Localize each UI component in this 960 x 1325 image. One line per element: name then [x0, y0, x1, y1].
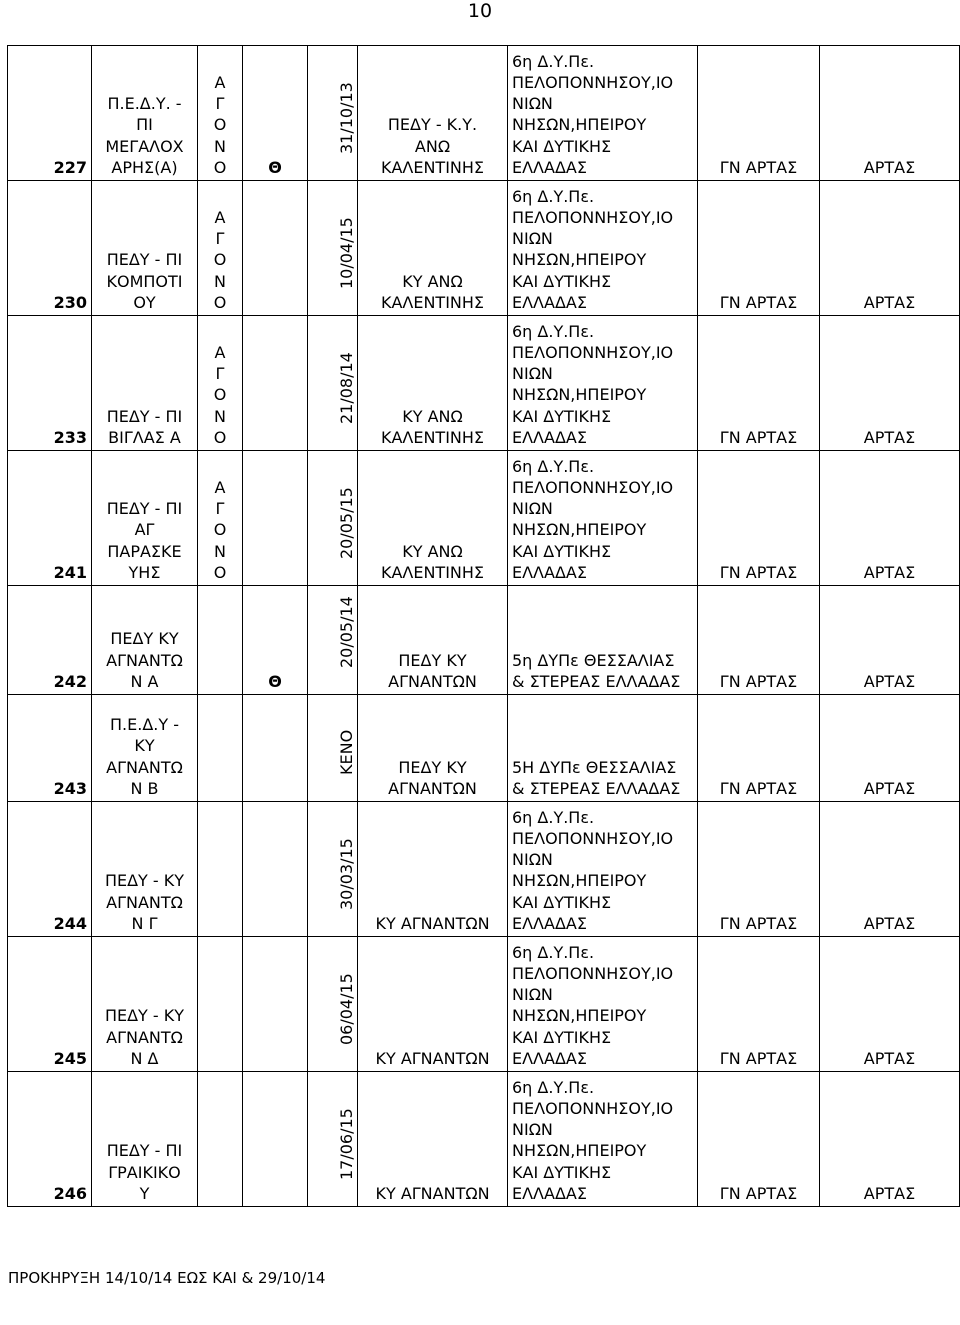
position-category — [243, 937, 308, 1072]
health-region-line: 6η Δ.Υ.Πε. — [512, 456, 595, 476]
health-unit-line: ΠΕΔΥ - Κ.Υ. — [387, 115, 478, 135]
position-name — [92, 802, 198, 937]
row-number: 242 — [8, 586, 92, 695]
health-region-line: ΚΑΙ ΔΥΤΙΚΗΣ — [512, 406, 612, 426]
health-region-line: ΝΗΣΩΝ,ΗΠΕΙΡΟΥ — [512, 1141, 647, 1161]
row-number: 246 — [8, 1072, 92, 1207]
hospital: ΓΝ ΑΡΤΑΣ — [698, 695, 820, 802]
position-name — [92, 586, 198, 695]
health-region-line: ΚΑΙ ΔΥΤΙΚΗΣ — [512, 1162, 612, 1182]
prefecture: ΑΡΤΑΣ — [820, 586, 960, 695]
position-name — [92, 1072, 198, 1207]
health-region-line: 5Η ΔΥΠε ΘΕΣΣΑΛΙΑΣ — [512, 757, 677, 777]
position-name — [92, 695, 198, 802]
position-name-line: ΒΙΓΛΑΣ Α — [108, 427, 181, 447]
vacancy-date: 17/06/15 — [336, 1108, 356, 1180]
position-name-line: Υ — [139, 1183, 150, 1203]
health-region-line: 6η Δ.Υ.Πε. — [512, 186, 595, 206]
table-row — [8, 937, 960, 1072]
page-number: 10 — [467, 0, 493, 22]
position-name-line: ΠΑΡΑΣΚΕ — [107, 541, 182, 561]
health-region-line: ΝΗΣΩΝ,ΗΠΕΙΡΟΥ — [512, 250, 647, 270]
health-region-line: ΕΛΛΑΔΑΣ — [512, 1048, 587, 1068]
health-region-line: ΚΑΙ ΔΥΤΙΚΗΣ — [512, 271, 612, 291]
health-region-line: ΝΗΣΩΝ,ΗΠΕΙΡΟΥ — [512, 115, 647, 135]
health-region — [508, 586, 698, 695]
health-region-line: ΠΕΛΟΠΟΝΝΗΣΟΥ,ΙΟ — [512, 828, 674, 848]
table-row — [8, 46, 960, 181]
health-region-line: ΝΙΩΝ — [512, 1120, 553, 1140]
position-type-line: Ο — [213, 115, 227, 135]
position-type-line: Γ — [215, 94, 225, 114]
health-unit-line: ΚΑΛΕΝΤΙΝΗΣ — [380, 292, 485, 312]
row-number: 233 — [8, 316, 92, 451]
health-region — [508, 1072, 698, 1207]
health-region-line: ΠΕΛΟΠΟΝΝΗΣΟΥ,ΙΟ — [512, 207, 674, 227]
health-unit — [358, 316, 508, 451]
hospital: ΓΝ ΑΡΤΑΣ — [698, 46, 820, 181]
health-region-line: ΝΙΩΝ — [512, 364, 553, 384]
position-type — [198, 316, 243, 451]
health-region-line: ΝΗΣΩΝ,ΗΠΕΙΡΟΥ — [512, 1006, 647, 1026]
health-unit-line: ΑΝΩ — [414, 136, 451, 156]
vacancy-date-cell — [308, 695, 358, 802]
position-name-line: ΠΕΔΥ ΚΥ — [110, 629, 179, 649]
health-region-line: ΝΙΩΝ — [512, 985, 553, 1005]
position-type-line: Ο — [213, 385, 227, 405]
position-name-line: Ν Γ — [131, 913, 158, 933]
position-category — [243, 695, 308, 802]
position-type — [198, 181, 243, 316]
position-name-line: ΑΓΝΑΝΤΩ — [106, 650, 183, 670]
position-name-line: ΠΕΔΥ - ΠΙ — [106, 250, 183, 270]
health-region-line: & ΣΤΕΡΕΑΣ ΕΛΛΑΔΑΣ — [512, 671, 681, 691]
position-type — [198, 695, 243, 802]
position-type — [198, 1072, 243, 1207]
prefecture: ΑΡΤΑΣ — [820, 316, 960, 451]
hospital: ΓΝ ΑΡΤΑΣ — [698, 586, 820, 695]
position-name-line: ΠΙ — [136, 115, 153, 135]
health-unit-line: ΑΓΝΑΝΤΩΝ — [388, 778, 477, 798]
health-region-line: ΝΙΩΝ — [512, 229, 553, 249]
row-number: 227 — [8, 46, 92, 181]
table-row — [8, 1072, 960, 1207]
health-unit-line: ΑΓΝΑΝΤΩΝ — [388, 671, 477, 691]
health-region-line: ΝΗΣΩΝ,ΗΠΕΙΡΟΥ — [512, 871, 647, 891]
vacancy-date-cell — [308, 316, 358, 451]
position-name-line: ΠΕΔΥ - ΠΙ — [106, 1141, 183, 1161]
vacancy-date: ΚΕΝΟ — [336, 729, 356, 775]
health-region-line: ΚΑΙ ΔΥΤΙΚΗΣ — [512, 1027, 612, 1047]
position-name-line: Ν Δ — [130, 1048, 159, 1068]
position-name-line: ΠΕΔΥ - ΚΥ — [104, 1006, 185, 1026]
prefecture: ΑΡΤΑΣ — [820, 695, 960, 802]
hospital: ΓΝ ΑΡΤΑΣ — [698, 316, 820, 451]
position-type-line: Α — [214, 477, 226, 497]
position-type-line: Ο — [213, 157, 227, 177]
position-type-line: Α — [214, 72, 226, 92]
position-name-line: ΑΡΗΣ(Α) — [111, 157, 178, 177]
health-region-line: ΠΕΛΟΠΟΝΝΗΣΟΥ,ΙΟ — [512, 963, 674, 983]
position-category — [243, 316, 308, 451]
table-row — [8, 451, 960, 586]
vacancy-date-cell — [308, 802, 358, 937]
health-region-line: 6η Δ.Υ.Πε. — [512, 942, 595, 962]
table-row — [8, 316, 960, 451]
position-category — [243, 451, 308, 586]
health-unit — [358, 586, 508, 695]
hospital: ΓΝ ΑΡΤΑΣ — [698, 451, 820, 586]
hospital: ΓΝ ΑΡΤΑΣ — [698, 937, 820, 1072]
position-type-line: Α — [214, 342, 226, 362]
position-category — [243, 802, 308, 937]
position-name-line: ΥΗΣ — [128, 562, 161, 582]
health-unit-line: ΚΑΛΕΝΤΙΝΗΣ — [380, 427, 485, 447]
position-type-line: Ν — [214, 406, 226, 426]
position-type-line: Ο — [213, 292, 227, 312]
health-region-line: & ΣΤΕΡΕΑΣ ΕΛΛΑΔΑΣ — [512, 778, 681, 798]
health-unit — [358, 46, 508, 181]
health-region-line: ΕΛΛΑΔΑΣ — [512, 292, 587, 312]
health-unit-line: ΚΥ ΑΓΝΑΝΤΩΝ — [375, 1048, 490, 1068]
row-number: 230 — [8, 181, 92, 316]
health-region — [508, 451, 698, 586]
position-type — [198, 451, 243, 586]
health-region-line: ΕΛΛΑΔΑΣ — [512, 1183, 587, 1203]
health-region-line: ΕΛΛΑΔΑΣ — [512, 157, 587, 177]
position-category: Θ — [243, 46, 308, 181]
health-region-line: ΕΛΛΑΔΑΣ — [512, 913, 587, 933]
health-region-line: 6η Δ.Υ.Πε. — [512, 807, 595, 827]
vacancy-date-cell — [308, 181, 358, 316]
table-row — [8, 586, 960, 695]
health-region — [508, 802, 698, 937]
health-region-line: 6η Δ.Υ.Πε. — [512, 51, 595, 71]
position-name-line: ΠΕΔΥ - ΠΙ — [106, 499, 183, 519]
position-name — [92, 46, 198, 181]
health-unit — [358, 451, 508, 586]
position-name — [92, 937, 198, 1072]
vacancy-date: 30/03/15 — [336, 838, 356, 910]
position-name — [92, 181, 198, 316]
position-name-line: ΓΡΑΙΚΙΚΟ — [108, 1162, 181, 1182]
health-region-line: ΕΛΛΑΔΑΣ — [512, 562, 587, 582]
position-type-line: Ν — [214, 541, 226, 561]
health-region-line: ΠΕΛΟΠΟΝΝΗΣΟΥ,ΙΟ — [512, 1098, 674, 1118]
position-name-line: Ν Β — [130, 778, 159, 798]
vacancy-date-cell — [308, 1072, 358, 1207]
health-region-line: 6η Δ.Υ.Πε. — [512, 1077, 595, 1097]
position-type-line: Ν — [214, 136, 226, 156]
vacancy-date-cell — [308, 937, 358, 1072]
vacancy-date-cell — [308, 586, 358, 695]
vacancy-date: 21/08/14 — [336, 352, 356, 424]
position-name-line: Π.Ε.Δ.Υ. - — [107, 94, 182, 114]
health-unit — [358, 181, 508, 316]
health-unit-line: ΚΑΛΕΝΤΙΝΗΣ — [380, 157, 485, 177]
hospital: ΓΝ ΑΡΤΑΣ — [698, 1072, 820, 1207]
health-region-line: ΠΕΛΟΠΟΝΝΗΣΟΥ,ΙΟ — [512, 477, 674, 497]
position-type-line: Α — [214, 207, 226, 227]
position-name — [92, 316, 198, 451]
position-type-line: Ο — [213, 250, 227, 270]
health-region — [508, 695, 698, 802]
position-type — [198, 46, 243, 181]
health-region-line: 5η ΔΥΠε ΘΕΣΣΑΛΙΑΣ — [512, 650, 675, 670]
health-unit-line: ΚΥ ΑΝΩ — [402, 406, 463, 426]
footer-note: ΠΡΟΚΗΡΥΞΗ 14/10/14 ΕΩΣ ΚΑΙ & 29/10/14 — [8, 1269, 326, 1287]
position-type — [198, 586, 243, 695]
health-region — [508, 181, 698, 316]
health-unit-line: ΚΥ ΑΝΩ — [402, 541, 463, 561]
position-name-line: ΚΥ — [134, 736, 155, 756]
vacancy-date: 31/10/13 — [336, 82, 356, 154]
health-unit — [358, 1072, 508, 1207]
health-region — [508, 937, 698, 1072]
position-type — [198, 802, 243, 937]
health-region-line: ΕΛΛΑΔΑΣ — [512, 427, 587, 447]
health-unit-line: ΚΥ ΑΝΩ — [402, 271, 463, 291]
row-number: 241 — [8, 451, 92, 586]
position-type-line: Γ — [215, 364, 225, 384]
health-region-line: ΚΑΙ ΔΥΤΙΚΗΣ — [512, 892, 612, 912]
position-category: Θ — [243, 586, 308, 695]
health-unit-line: ΚΥ ΑΓΝΑΝΤΩΝ — [375, 913, 490, 933]
position-category — [243, 181, 308, 316]
row-number: 243 — [8, 695, 92, 802]
health-region-line: ΝΙΩΝ — [512, 94, 553, 114]
prefecture: ΑΡΤΑΣ — [820, 937, 960, 1072]
health-region-line: 6η Δ.Υ.Πε. — [512, 321, 595, 341]
position-type-line: Ο — [213, 562, 227, 582]
health-region-line: ΝΙΩΝ — [512, 850, 553, 870]
prefecture: ΑΡΤΑΣ — [820, 1072, 960, 1207]
vacancy-date-cell — [308, 46, 358, 181]
vacancy-date: 06/04/15 — [336, 973, 356, 1045]
row-number: 244 — [8, 802, 92, 937]
health-region-line: ΠΕΛΟΠΟΝΝΗΣΟΥ,ΙΟ — [512, 72, 674, 92]
position-name — [92, 451, 198, 586]
health-unit-line: ΠΕΔΥ ΚΥ — [398, 757, 467, 777]
prefecture: ΑΡΤΑΣ — [820, 802, 960, 937]
table-row — [8, 802, 960, 937]
position-name-line: Π.Ε.Δ.Υ - — [110, 715, 179, 735]
health-unit — [358, 937, 508, 1072]
records-body — [8, 46, 960, 1207]
health-unit — [358, 802, 508, 937]
vacancy-date: 10/04/15 — [336, 217, 356, 289]
hospital: ΓΝ ΑΡΤΑΣ — [698, 181, 820, 316]
position-type — [198, 937, 243, 1072]
vacancy-date: 20/05/14 — [336, 596, 356, 668]
health-region-line: ΝΗΣΩΝ,ΗΠΕΙΡΟΥ — [512, 385, 647, 405]
position-category — [243, 1072, 308, 1207]
position-name-line: ΟΥ — [133, 292, 156, 312]
prefecture: ΑΡΤΑΣ — [820, 46, 960, 181]
prefecture: ΑΡΤΑΣ — [820, 181, 960, 316]
position-name-line: ΑΓ — [134, 520, 155, 540]
health-region-line: ΚΑΙ ΔΥΤΙΚΗΣ — [512, 136, 612, 156]
position-type-line: Γ — [215, 499, 225, 519]
records-table — [7, 45, 960, 1207]
position-type-line: Ν — [214, 271, 226, 291]
position-name-line: Ν Α — [130, 671, 159, 691]
position-name-line: ΚΟΜΠΟΤΙ — [106, 271, 183, 291]
position-name-line: ΜΕΓΑΛΟΧ — [105, 136, 184, 156]
health-unit-line: ΠΕΔΥ ΚΥ — [398, 650, 467, 670]
table-row — [8, 181, 960, 316]
position-name-line: ΑΓΝΑΝΤΩ — [106, 892, 183, 912]
position-name-line: ΑΓΝΑΝΤΩ — [106, 1027, 183, 1047]
table-row — [8, 695, 960, 802]
health-unit — [358, 695, 508, 802]
position-name-line: ΠΕΔΥ - ΚΥ — [104, 871, 185, 891]
position-type-line: Γ — [215, 229, 225, 249]
health-unit-line: ΚΑΛΕΝΤΙΝΗΣ — [380, 562, 485, 582]
health-region-line: ΝΙΩΝ — [512, 499, 553, 519]
hospital: ΓΝ ΑΡΤΑΣ — [698, 802, 820, 937]
position-name-line: ΑΓΝΑΝΤΩ — [106, 757, 183, 777]
prefecture: ΑΡΤΑΣ — [820, 451, 960, 586]
vacancy-date: 20/05/15 — [336, 487, 356, 559]
health-region — [508, 316, 698, 451]
health-region — [508, 46, 698, 181]
position-type-line: Ο — [213, 520, 227, 540]
row-number: 245 — [8, 937, 92, 1072]
health-region-line: ΚΑΙ ΔΥΤΙΚΗΣ — [512, 541, 612, 561]
position-type-line: Ο — [213, 427, 227, 447]
vacancy-date-cell — [308, 451, 358, 586]
health-region-line: ΝΗΣΩΝ,ΗΠΕΙΡΟΥ — [512, 520, 647, 540]
position-name-line: ΠΕΔΥ - ΠΙ — [106, 406, 183, 426]
health-region-line: ΠΕΛΟΠΟΝΝΗΣΟΥ,ΙΟ — [512, 342, 674, 362]
health-unit-line: ΚΥ ΑΓΝΑΝΤΩΝ — [375, 1183, 490, 1203]
